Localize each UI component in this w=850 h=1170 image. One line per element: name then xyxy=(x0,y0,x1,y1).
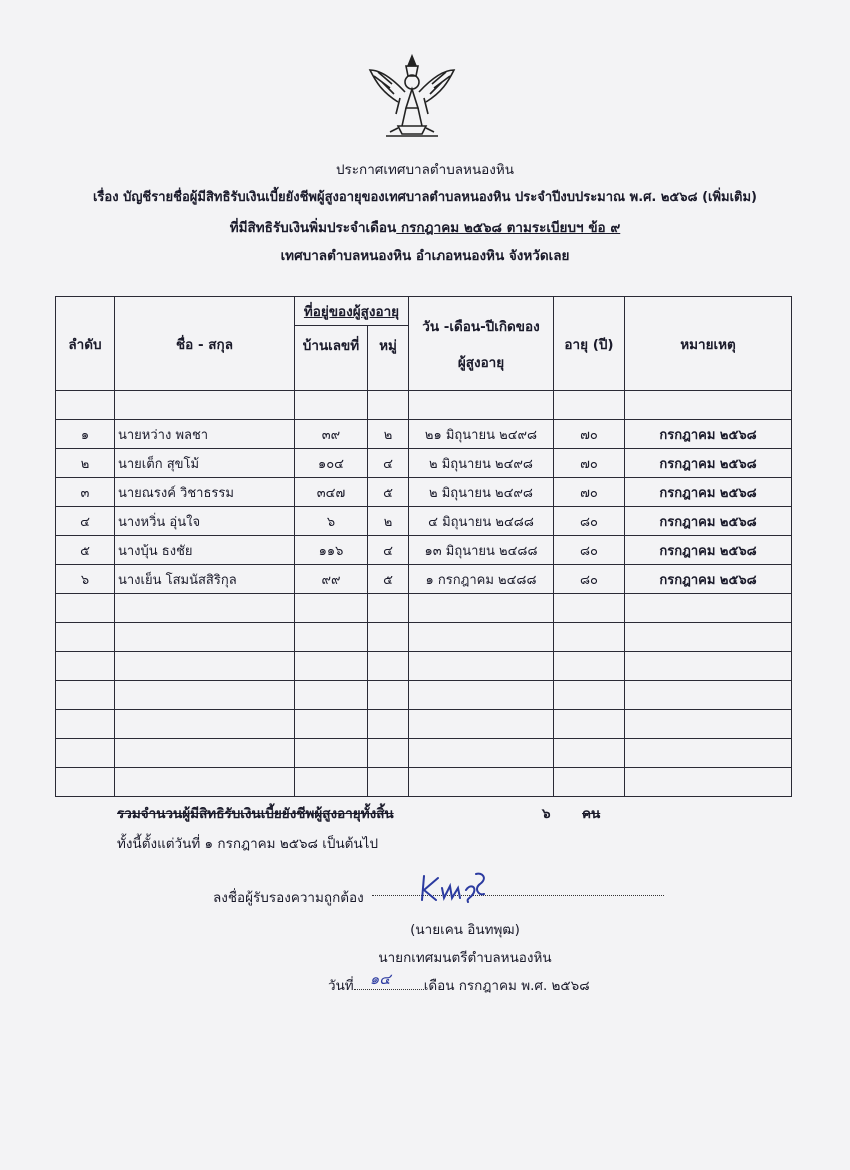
cell-no: ๓ xyxy=(56,478,115,507)
cell-name: นางบุ้น ธงชัย xyxy=(115,536,295,565)
empty-cell xyxy=(56,768,115,797)
summary-count: ๖ xyxy=(542,806,551,822)
empty-cell xyxy=(554,710,625,739)
empty-cell xyxy=(368,710,409,739)
signature-dots xyxy=(372,895,664,896)
cell-remark: กรกฎาคม ๒๕๖๘ xyxy=(625,478,792,507)
cell-remark: กรกฎาคม ๒๕๖๘ xyxy=(625,507,792,536)
col-header-moo: หมู่ xyxy=(368,326,409,391)
cell-house: ๖ xyxy=(295,507,368,536)
cell-no: ๒ xyxy=(56,449,115,478)
empty-cell xyxy=(115,681,295,710)
empty-cell xyxy=(56,623,115,652)
cell-age: ๘๐ xyxy=(554,536,625,565)
empty-cell xyxy=(554,594,625,623)
empty-row xyxy=(56,594,792,623)
table-row xyxy=(56,420,792,449)
summary-label xyxy=(117,802,394,824)
empty-cell xyxy=(409,710,554,739)
notice-period xyxy=(0,216,850,238)
notice-title: ประกาศเทศบาลตำบลหนองหิน xyxy=(335,162,515,178)
empty-cell xyxy=(554,768,625,797)
empty-cell xyxy=(554,681,625,710)
date-dots xyxy=(354,970,424,990)
empty-cell xyxy=(115,710,295,739)
col-header-dob-line2: ผู้สูงอายุ xyxy=(457,354,505,371)
cell-moo: ๒ xyxy=(368,420,409,449)
cell-house: ๑๑๖ xyxy=(295,536,368,565)
cell-name: นางหวิ่น อุ่นใจ xyxy=(115,507,295,536)
table-row xyxy=(56,449,792,478)
cell-house: ๓๔๗ xyxy=(295,478,368,507)
date-day: ๑๔ xyxy=(369,970,391,988)
cell-age: ๘๐ xyxy=(554,507,625,536)
empty-cell xyxy=(115,623,295,652)
empty-cell xyxy=(368,681,409,710)
empty-cell xyxy=(115,652,295,681)
period-prefix: ที่มีสิทธิรับเงินพิ่มประจำเดือน xyxy=(229,220,397,236)
cell-remark: กรกฎาคม ๒๕๖๘ xyxy=(625,420,792,449)
empty-cell xyxy=(368,594,409,623)
empty-cell xyxy=(56,710,115,739)
empty-row xyxy=(56,768,792,797)
empty-row xyxy=(56,739,792,768)
table-row xyxy=(56,478,792,507)
col-header-age: อายุ (ปี) xyxy=(554,297,625,391)
empty-cell xyxy=(625,594,792,623)
empty-cell xyxy=(409,681,554,710)
empty-cell xyxy=(409,739,554,768)
cell-moo: ๔ xyxy=(368,449,409,478)
cell-dob: ๒๑ มิถุนายน ๒๔๙๘ xyxy=(409,420,554,449)
beneficiary-table xyxy=(55,296,792,797)
empty-cell xyxy=(56,739,115,768)
cell-dob: ๒ มิถุนายน ๒๔๙๘ xyxy=(409,478,554,507)
empty-row xyxy=(56,623,792,652)
empty-cell xyxy=(625,768,792,797)
cell-no: ๑ xyxy=(56,420,115,449)
empty-cell xyxy=(115,739,295,768)
empty-cell xyxy=(368,739,409,768)
cell-age: ๗๐ xyxy=(554,420,625,449)
cell-dob: ๑๓ มิถุนายน ๒๔๘๘ xyxy=(409,536,554,565)
empty-cell xyxy=(115,768,295,797)
date-line xyxy=(328,970,590,996)
table-row xyxy=(56,507,792,536)
empty-cell xyxy=(409,594,554,623)
empty-cell xyxy=(625,739,792,768)
empty-cell xyxy=(295,623,368,652)
cell-dob: ๒ มิถุนายน ๒๔๙๘ xyxy=(409,449,554,478)
empty-cell xyxy=(56,594,115,623)
cell-remark: กรกฎาคม ๒๕๖๘ xyxy=(625,449,792,478)
cell-age: ๘๐ xyxy=(554,565,625,594)
cell-moo: ๕ xyxy=(368,478,409,507)
summary-unit: คน xyxy=(582,806,601,822)
col-header-remark: หมายเหตุ xyxy=(625,297,792,391)
col-header-house: บ้านเลขที่ xyxy=(295,326,368,391)
spacer-row xyxy=(56,391,792,420)
empty-cell xyxy=(368,652,409,681)
cell-house: ๙๙ xyxy=(295,565,368,594)
cell-name: นางเย็น โสมนัสสิริกุล xyxy=(115,565,295,594)
cell-moo: ๔ xyxy=(368,536,409,565)
empty-cell xyxy=(295,710,368,739)
cell-moo: ๒ xyxy=(368,507,409,536)
empty-cell xyxy=(554,652,625,681)
empty-cell xyxy=(295,681,368,710)
cell-name: นายณรงค์ วิชาธรรม xyxy=(115,478,295,507)
empty-cell xyxy=(409,768,554,797)
empty-row xyxy=(56,681,792,710)
cell-moo: ๕ xyxy=(368,565,409,594)
empty-cell xyxy=(554,739,625,768)
cell-name: นายเต็ก สุขโม้ xyxy=(115,449,295,478)
date-prefix: วันที่ xyxy=(328,978,354,994)
empty-cell xyxy=(56,652,115,681)
col-header-dob-line1: วัน -เดือน-ปีเกิดของ xyxy=(422,318,540,335)
empty-row xyxy=(56,710,792,739)
cell-dob: ๔ มิถุนายน ๒๔๘๘ xyxy=(409,507,554,536)
table-row xyxy=(56,536,792,565)
col-header-name: ชื่อ - สกุล xyxy=(115,297,295,391)
empty-cell xyxy=(295,652,368,681)
empty-cell xyxy=(295,594,368,623)
col-header-dob xyxy=(409,297,554,391)
empty-row xyxy=(56,652,792,681)
empty-cell xyxy=(625,652,792,681)
col-header-address: ที่อยู่ของผู้สูงอายุ xyxy=(295,297,409,326)
empty-cell xyxy=(625,623,792,652)
cell-house: ๓๙ xyxy=(295,420,368,449)
signature-label: ลงชื่อผู้รับรองความถูกต้อง xyxy=(213,890,364,906)
empty-cell xyxy=(295,739,368,768)
empty-cell xyxy=(368,623,409,652)
cell-house: ๑๐๔ xyxy=(295,449,368,478)
empty-cell xyxy=(554,623,625,652)
cell-no: ๕ xyxy=(56,536,115,565)
notice-subject: เรื่อง บัญชีรายชื่อผู้มีสิทธิรับเงินเบี้ยยังชีพผู้สูงอายุของเทศบาลตำบลหนองหิน ประจำปีงบประมาณ พ.ศ. ๒๕๖๘ (เพิ่มเติม) xyxy=(92,190,757,205)
summary-text: รวมจำนวนผู้มีสิทธิรับเงินเบี้ยยังชีพผู้สูงอายุทั้งสิ้น xyxy=(117,806,394,822)
date-suffix: เดือน กรกฎาคม พ.ศ. ๒๕๖๘ xyxy=(423,978,590,994)
col-header-no: ลำดับ xyxy=(56,297,115,391)
cell-dob: ๑ กรกฎาคม ๒๔๘๘ xyxy=(409,565,554,594)
cell-no: ๖ xyxy=(56,565,115,594)
signer-name: (นายเคน อินทพุฒ) xyxy=(410,922,520,938)
empty-cell xyxy=(56,681,115,710)
cell-name: นายหว่าง พลชา xyxy=(115,420,295,449)
empty-cell xyxy=(115,594,295,623)
signer-position: นายกเทศมนตรีตำบลหนองหิน xyxy=(378,950,552,966)
cell-remark: กรกฎาคม ๒๕๖๘ xyxy=(625,565,792,594)
empty-cell xyxy=(625,710,792,739)
effective-date: ทั้งนี้ตั้งแต่วันที่ ๑ กรกฎาคม ๒๕๖๘ เป็นต้นไป xyxy=(117,836,379,852)
empty-cell xyxy=(625,681,792,710)
table-row xyxy=(56,565,792,594)
cell-age: ๗๐ xyxy=(554,478,625,507)
cell-no: ๔ xyxy=(56,507,115,536)
empty-cell xyxy=(409,652,554,681)
empty-cell xyxy=(295,768,368,797)
empty-cell xyxy=(409,623,554,652)
handwritten-signature xyxy=(418,868,494,904)
empty-cell xyxy=(368,768,409,797)
period-month: กรกฎาคม ๒๕๖๘ ตามระเบียบฯ ข้อ ๙ xyxy=(396,220,621,236)
cell-age: ๗๐ xyxy=(554,449,625,478)
cell-remark: กรกฎาคม ๒๕๖๘ xyxy=(625,536,792,565)
notice-organization: เทศบาลตำบลหนองหิน อำเภอหนองหิน จังหวัดเลย xyxy=(280,248,570,264)
garuda-emblem xyxy=(362,48,462,148)
